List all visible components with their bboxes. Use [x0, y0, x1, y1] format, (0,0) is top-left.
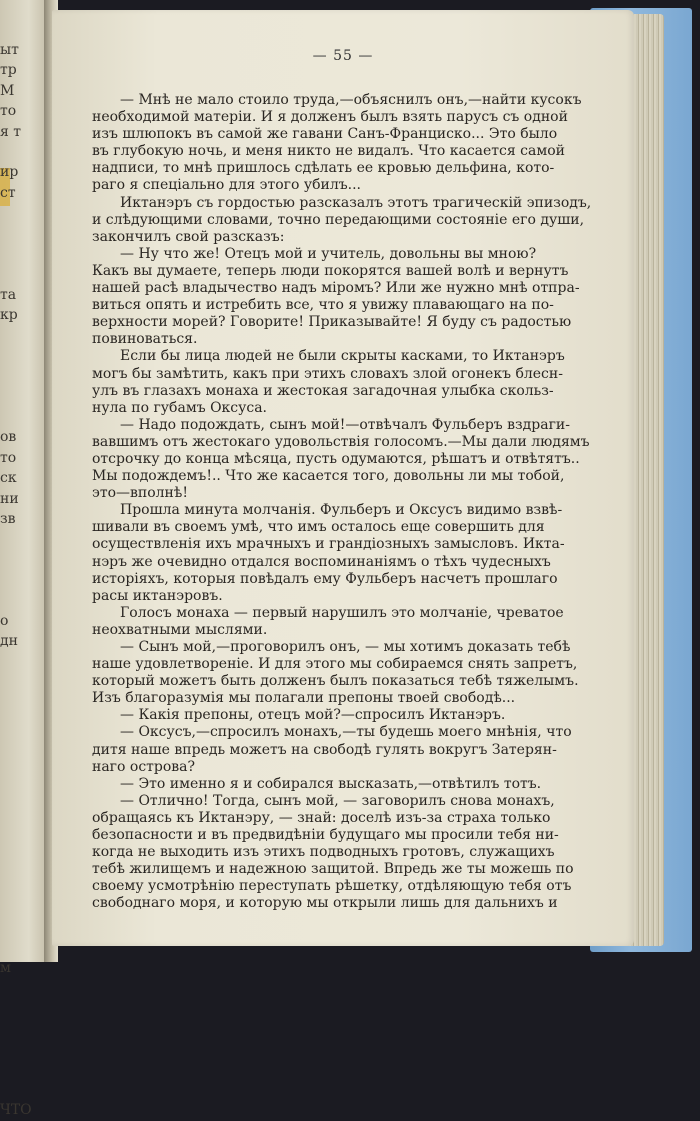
- left-page-fragment: ов: [0, 429, 17, 446]
- left-page-fragment: [0, 407, 48, 427]
- page-number: — 55 —: [312, 48, 374, 64]
- left-page-fragment: [0, 550, 48, 570]
- left-page-fragment: [0, 224, 48, 244]
- left-page-fragment: та: [0, 286, 17, 303]
- text-line: закончилъ свой разсказъ:: [92, 228, 285, 245]
- text-line: когда не выходить изъ этихъ подводныхъ гротовъ, служащихъ: [92, 844, 555, 861]
- left-page-fragment: кр: [0, 307, 18, 324]
- left-page-fragment: [0, 1060, 48, 1080]
- left-page-fragment: [0, 142, 48, 162]
- left-page-fragment: [0, 794, 48, 814]
- left-page-fragment: то: [0, 449, 17, 466]
- text-line: Если бы лица людей не были скрыты касками, то Иктанэръ: [120, 348, 565, 365]
- text-line: — Сынъ мой,—проговорилъ онъ, — мы хотимъ доказать тебѣ: [120, 639, 571, 655]
- text-line: обращаясь къ Иктанэру, — знай: доселѣ изъ-за страха только: [92, 809, 551, 826]
- text-line: нэръ же очевидно отдался воспоминаніямъ о тѣхъ чудесныхъ: [92, 553, 551, 570]
- left-page-fragment: [0, 591, 48, 611]
- left-page-fragment: [0, 856, 48, 876]
- text-line: дитя наше впредь можетъ на свободѣ гулять вокругъ Затерян-: [92, 741, 557, 758]
- left-page-fragment: то: [0, 103, 17, 120]
- left-page-fragment: [0, 896, 48, 916]
- left-page-fragment: [0, 1019, 48, 1039]
- page-text: [92, 92, 620, 913]
- text-line: Изъ благоразумія мы полагали препоны твоей свободѣ...: [92, 690, 516, 707]
- left-page-fragment: ЧТО: [0, 1102, 32, 1119]
- left-page-fragment: [0, 264, 48, 284]
- text-line: — Это именно я и собирался высказать,—отвѣтилъ тотъ.: [120, 775, 542, 792]
- text-line: — Какія препоны, отецъ мой?—спросилъ Иктанэръ.: [120, 707, 506, 724]
- left-page-fragment: [0, 203, 48, 223]
- text-line: безопасности и въ предвидѣніи будущаго мы просили тебя ни-: [92, 827, 559, 844]
- left-page-fragment: о: [0, 612, 9, 629]
- text-line: необходимой матеріи. И я долженъ былъ взять парусъ съ одной: [92, 109, 568, 126]
- left-page-fragment: [0, 876, 48, 896]
- left-page-fragment: [0, 835, 48, 855]
- text-line: отсрочку до конца мѣсяца, пусть одумаются, рѣшатъ и отвѣтятъ..: [92, 450, 580, 467]
- text-line: виться опять и истребить все, что я увижу плавающаго на по-: [92, 297, 554, 314]
- left-page-fragment: [0, 978, 48, 998]
- text-line: наше удовлетвореніе. И для этого мы собираемся снять запретъ,: [92, 656, 578, 673]
- text-line: — Отлично! Тогда, сынъ мой, — заговорилъ снова монахъ,: [120, 792, 555, 809]
- left-page-fragment: [0, 917, 48, 937]
- left-page-fragment: [0, 1080, 48, 1100]
- left-page-fragment: ст: [0, 184, 16, 201]
- left-page-fragment: [0, 244, 48, 264]
- text-line: Прошла минута молчанія. Фульберъ и Оксусъ видимо взвѣ-: [120, 502, 563, 519]
- left-page-fragment: [0, 1039, 48, 1059]
- left-page-fragment: ни: [0, 490, 19, 507]
- text-line: изъ шлюпокъ въ самой же гавани Санъ-Франциско... Это было: [92, 126, 558, 143]
- left-page-fragment: [0, 366, 48, 386]
- text-line: — Ну что же! Отецъ мой и учитель, довольны вы мною?: [120, 245, 537, 262]
- text-line: вавшимъ отъ жестокаго удовольствія голосомъ.—Мы дали людямъ: [92, 433, 590, 450]
- left-page-fragment: [0, 672, 48, 692]
- text-line: и слѣдующими словами, точно передающими состояніе его души,: [92, 211, 585, 228]
- left-page-fragment: зв: [0, 510, 16, 527]
- left-page-fragment: [0, 652, 48, 672]
- left-page-fragment: [0, 733, 48, 753]
- text-line: исторіяхъ, которыя повѣдалъ ему Фульберъ насчетъ прошлаго: [92, 570, 558, 587]
- text-line: могъ бы замѣтить, какъ при этихъ словахъ злой огонекъ блесн-: [92, 365, 563, 382]
- left-page-fragment: [0, 937, 48, 957]
- text-line: надписи, то мнѣ пришлось сдѣлать ее кровью дельфина, кото-: [92, 160, 555, 177]
- text-line: тебѣ жилищемъ и надежною защитой. Впредь же ты можешь по: [92, 861, 574, 878]
- left-page-fragment: [0, 529, 48, 549]
- text-line: это—вполнѣ!: [92, 485, 188, 502]
- left-page-fragment: [0, 998, 48, 1018]
- text-line: наго острова?: [92, 758, 196, 775]
- left-page-fragment: ыт: [0, 42, 19, 58]
- text-line: раго я спеціально для этого убилъ...: [92, 177, 361, 194]
- text-line: повиноваться.: [92, 331, 198, 348]
- left-page-fragment: ир: [0, 164, 19, 181]
- text-line: расы иктанэровъ.: [92, 587, 223, 604]
- left-page-fragment: [0, 693, 48, 713]
- left-page-fragment: [0, 815, 48, 835]
- text-line: осуществленія ихъ мрачныхъ и грандіозныхъ замысловъ. Икта-: [92, 536, 565, 553]
- left-page-fragment: тр: [0, 62, 17, 79]
- text-line: верхности морей? Говорите! Приказывайте! Я буду съ радостью: [92, 314, 572, 331]
- left-page-fragment: [0, 325, 48, 345]
- text-line: — Мнѣ не мало стоило труда,—объяснилъ онъ,—найти кусокъ: [120, 92, 582, 108]
- text-line: свободнаго моря, и которую мы открыли лишь для дальнихъ и: [92, 895, 558, 912]
- left-page-fragment: м: [0, 959, 11, 976]
- text-line: нашей расѣ владычество надъ міромъ? Или же нужно мнѣ отпра-: [92, 280, 580, 297]
- text-line: Иктанэръ съ гордостью разсказалъ этотъ трагическій эпизодъ,: [120, 194, 592, 211]
- right-page: [52, 10, 634, 946]
- left-page-fragment: [0, 570, 48, 590]
- text-line: — Надо подождать, сынъ мой!—отвѣчалъ Фульберъ вздраги-: [120, 416, 570, 433]
- left-page-fragment: [0, 774, 48, 794]
- text-line: шивали въ своемъ умѣ, что имъ осталось еще совершить для: [92, 519, 545, 536]
- text-line: который можетъ быть долженъ былъ показаться тебѣ тяжелымъ.: [92, 673, 579, 690]
- text-line: въ глубокую ночь, и меня никто не видалъ. Что касается самой: [92, 143, 565, 160]
- text-line: неохватными мыслями.: [92, 621, 268, 638]
- left-page-text: [0, 40, 48, 1121]
- left-page-fragment: [0, 346, 48, 366]
- text-line: Голосъ монаха — первый нарушилъ это молчаніе, чреватое: [120, 604, 564, 621]
- text-line: Мы подождемъ!.. Что же касается того, довольны ли мы тобой,: [92, 468, 565, 485]
- left-page-fragment: [0, 754, 48, 774]
- left-page-fragment: М: [0, 82, 15, 99]
- left-page-fragment: дн: [0, 633, 18, 650]
- text-line: — Оксусъ,—спросилъ монахъ,—ты будешь моего мнѣнія, что: [120, 724, 572, 741]
- text-line: улъ въ глазахъ монаха и жестокая загадочная улыбка скольз-: [92, 382, 554, 399]
- text-line: своему усмотрѣнію переступать рѣшетку, отдѣляющую тебя отъ: [92, 878, 572, 895]
- left-page-fragment: [0, 387, 48, 407]
- left-page-fragment: я т: [0, 123, 22, 140]
- text-line: Какъ вы думаете, теперь люди покорятся вашей волѣ и вернутъ: [92, 262, 569, 279]
- left-page-fragment: [0, 713, 48, 733]
- text-line: нула по губамъ Оксуса.: [92, 399, 268, 416]
- left-page-fragment: ск: [0, 470, 17, 487]
